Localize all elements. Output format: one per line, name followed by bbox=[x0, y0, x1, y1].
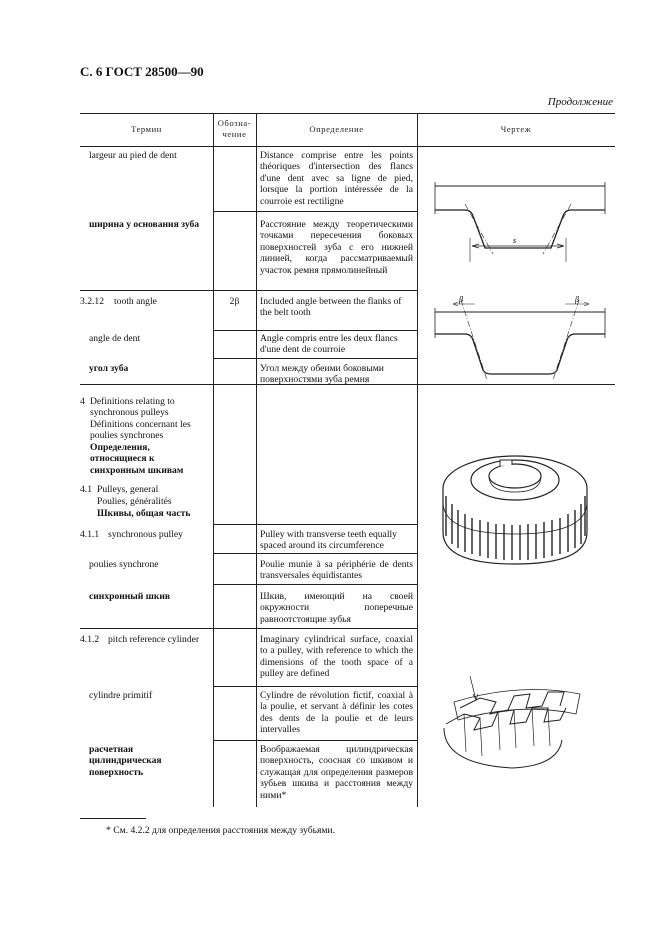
section-title-fr: Poulies, généralités bbox=[97, 496, 172, 507]
row-rule bbox=[213, 330, 417, 331]
dimension-label-s: s bbox=[513, 236, 517, 245]
col-header-term: Термин bbox=[131, 124, 162, 134]
row-rule bbox=[213, 211, 417, 212]
continuation-label: Продолжение bbox=[547, 96, 613, 108]
row-rule bbox=[213, 584, 417, 585]
definition-fr: Distance comprise entre les points théoriques d'intersection des flancs d'une dent avec sa ligne de pied, lorsque la portion intéressée de la courroie est rectiligne bbox=[260, 150, 413, 207]
col-header-definition: Определение bbox=[309, 124, 364, 134]
definition-ru: Расстояние между теоретическими точками пересечения боковых поверхностей зуба с его нижней линией, когда рассматриваемый участок ремня прямолинейный bbox=[260, 219, 413, 276]
page-reference: С. 6 ГОСТ 28500—90 bbox=[80, 64, 204, 79]
footnote-rule bbox=[80, 818, 146, 819]
term-fr: largeur au pied de dent bbox=[89, 150, 177, 161]
term-ru: расчетная цилиндрическая поверхность bbox=[89, 744, 162, 778]
term-number: 4.1.1 bbox=[80, 529, 100, 540]
row-rule bbox=[213, 290, 417, 291]
table-header-rule bbox=[80, 146, 615, 147]
term-fr: poulies synchrone bbox=[89, 559, 159, 570]
tooth-root-width-drawing bbox=[425, 158, 615, 268]
symbol-value: 2β bbox=[229, 296, 240, 307]
term-en: pitch reference cylinder bbox=[108, 634, 200, 645]
row-rule bbox=[213, 686, 417, 687]
section-title-ru: Шкивы, общая часть bbox=[97, 508, 191, 519]
pitch-reference-cylinder-drawing bbox=[430, 668, 610, 778]
section-title-fr: Définitions concernant les poulies synchrones bbox=[90, 419, 191, 442]
section-number: 4.1 bbox=[80, 484, 92, 495]
definition-en: Included angle between the flanks of the belt tooth bbox=[260, 296, 402, 319]
definition-ru: Угол между обеими боковыми поверхностями зуба ремня bbox=[260, 363, 384, 386]
term-number: 3.2.12 bbox=[80, 296, 104, 307]
col-divider-3 bbox=[417, 113, 418, 807]
synchronous-pulley-drawing bbox=[430, 440, 600, 570]
term-ru: ширина у основания зуба bbox=[89, 219, 200, 230]
term-ru: синхронный шкив bbox=[89, 591, 171, 602]
definition-fr: Cylindre de révolution fictif, coaxial à la poulie, et servant à définir les cotes des dents de la poulie et de leurs intervalles bbox=[260, 690, 413, 736]
row-rule bbox=[80, 628, 417, 629]
table-top-rule bbox=[80, 113, 615, 114]
term-fr: angle de dent bbox=[89, 333, 141, 344]
row-rule bbox=[213, 358, 417, 359]
angle-label-right: β bbox=[575, 295, 579, 304]
section-title-en: Definitions relating to synchronous pulleys bbox=[90, 396, 175, 419]
definition-fr: Poulie munie à sa périphérie de dents transversales équidistantes bbox=[260, 559, 413, 582]
term-en: synchronous pulley bbox=[108, 529, 183, 540]
term-ru: угол зуба bbox=[89, 363, 129, 374]
row-rule bbox=[213, 524, 417, 525]
col-divider-1 bbox=[213, 113, 214, 807]
row-rule bbox=[80, 290, 213, 291]
section-number: 4 bbox=[80, 396, 85, 407]
definition-en: Pulley with transverse teeth equally spaced around its circumference bbox=[260, 529, 397, 552]
col-header-symbol: Обозна- чение bbox=[217, 118, 252, 139]
term-number: 4.1.2 bbox=[80, 634, 100, 645]
tooth-angle-drawing bbox=[425, 294, 615, 384]
footnote: * См. 4.2.2 для определения расстояния между зубьями. bbox=[106, 825, 335, 836]
term-fr: cylindre primitif bbox=[89, 690, 153, 701]
col-header-drawing: Чертеж bbox=[500, 124, 532, 134]
section-title-ru: Определения, относящиеся к синхронным шкивам bbox=[90, 442, 184, 476]
term-en: tooth angle bbox=[114, 296, 157, 307]
definition-ru: Воображаемая цилиндрическая поверхность, соосная со шкивом и служащая для определения размеров зубьев шкива и расстояния между ними* bbox=[260, 744, 413, 801]
definition-en: Imaginary cylindrical surface, coaxial to a pulley, with reference to which the dimensions of the tooth space of a pulley are defined bbox=[260, 634, 413, 680]
row-rule bbox=[213, 553, 417, 554]
definition-ru: Шкив, имеющий на своей окружности поперечные равноотстоящие зубья bbox=[260, 591, 413, 625]
row-rule bbox=[213, 740, 417, 741]
col-divider-2 bbox=[256, 113, 257, 807]
section-title-en: Pulleys, general bbox=[97, 484, 159, 495]
angle-label-left: β bbox=[459, 295, 463, 304]
definition-fr: Angle compris entre les deux flancs d'une dent de courroie bbox=[260, 333, 398, 356]
